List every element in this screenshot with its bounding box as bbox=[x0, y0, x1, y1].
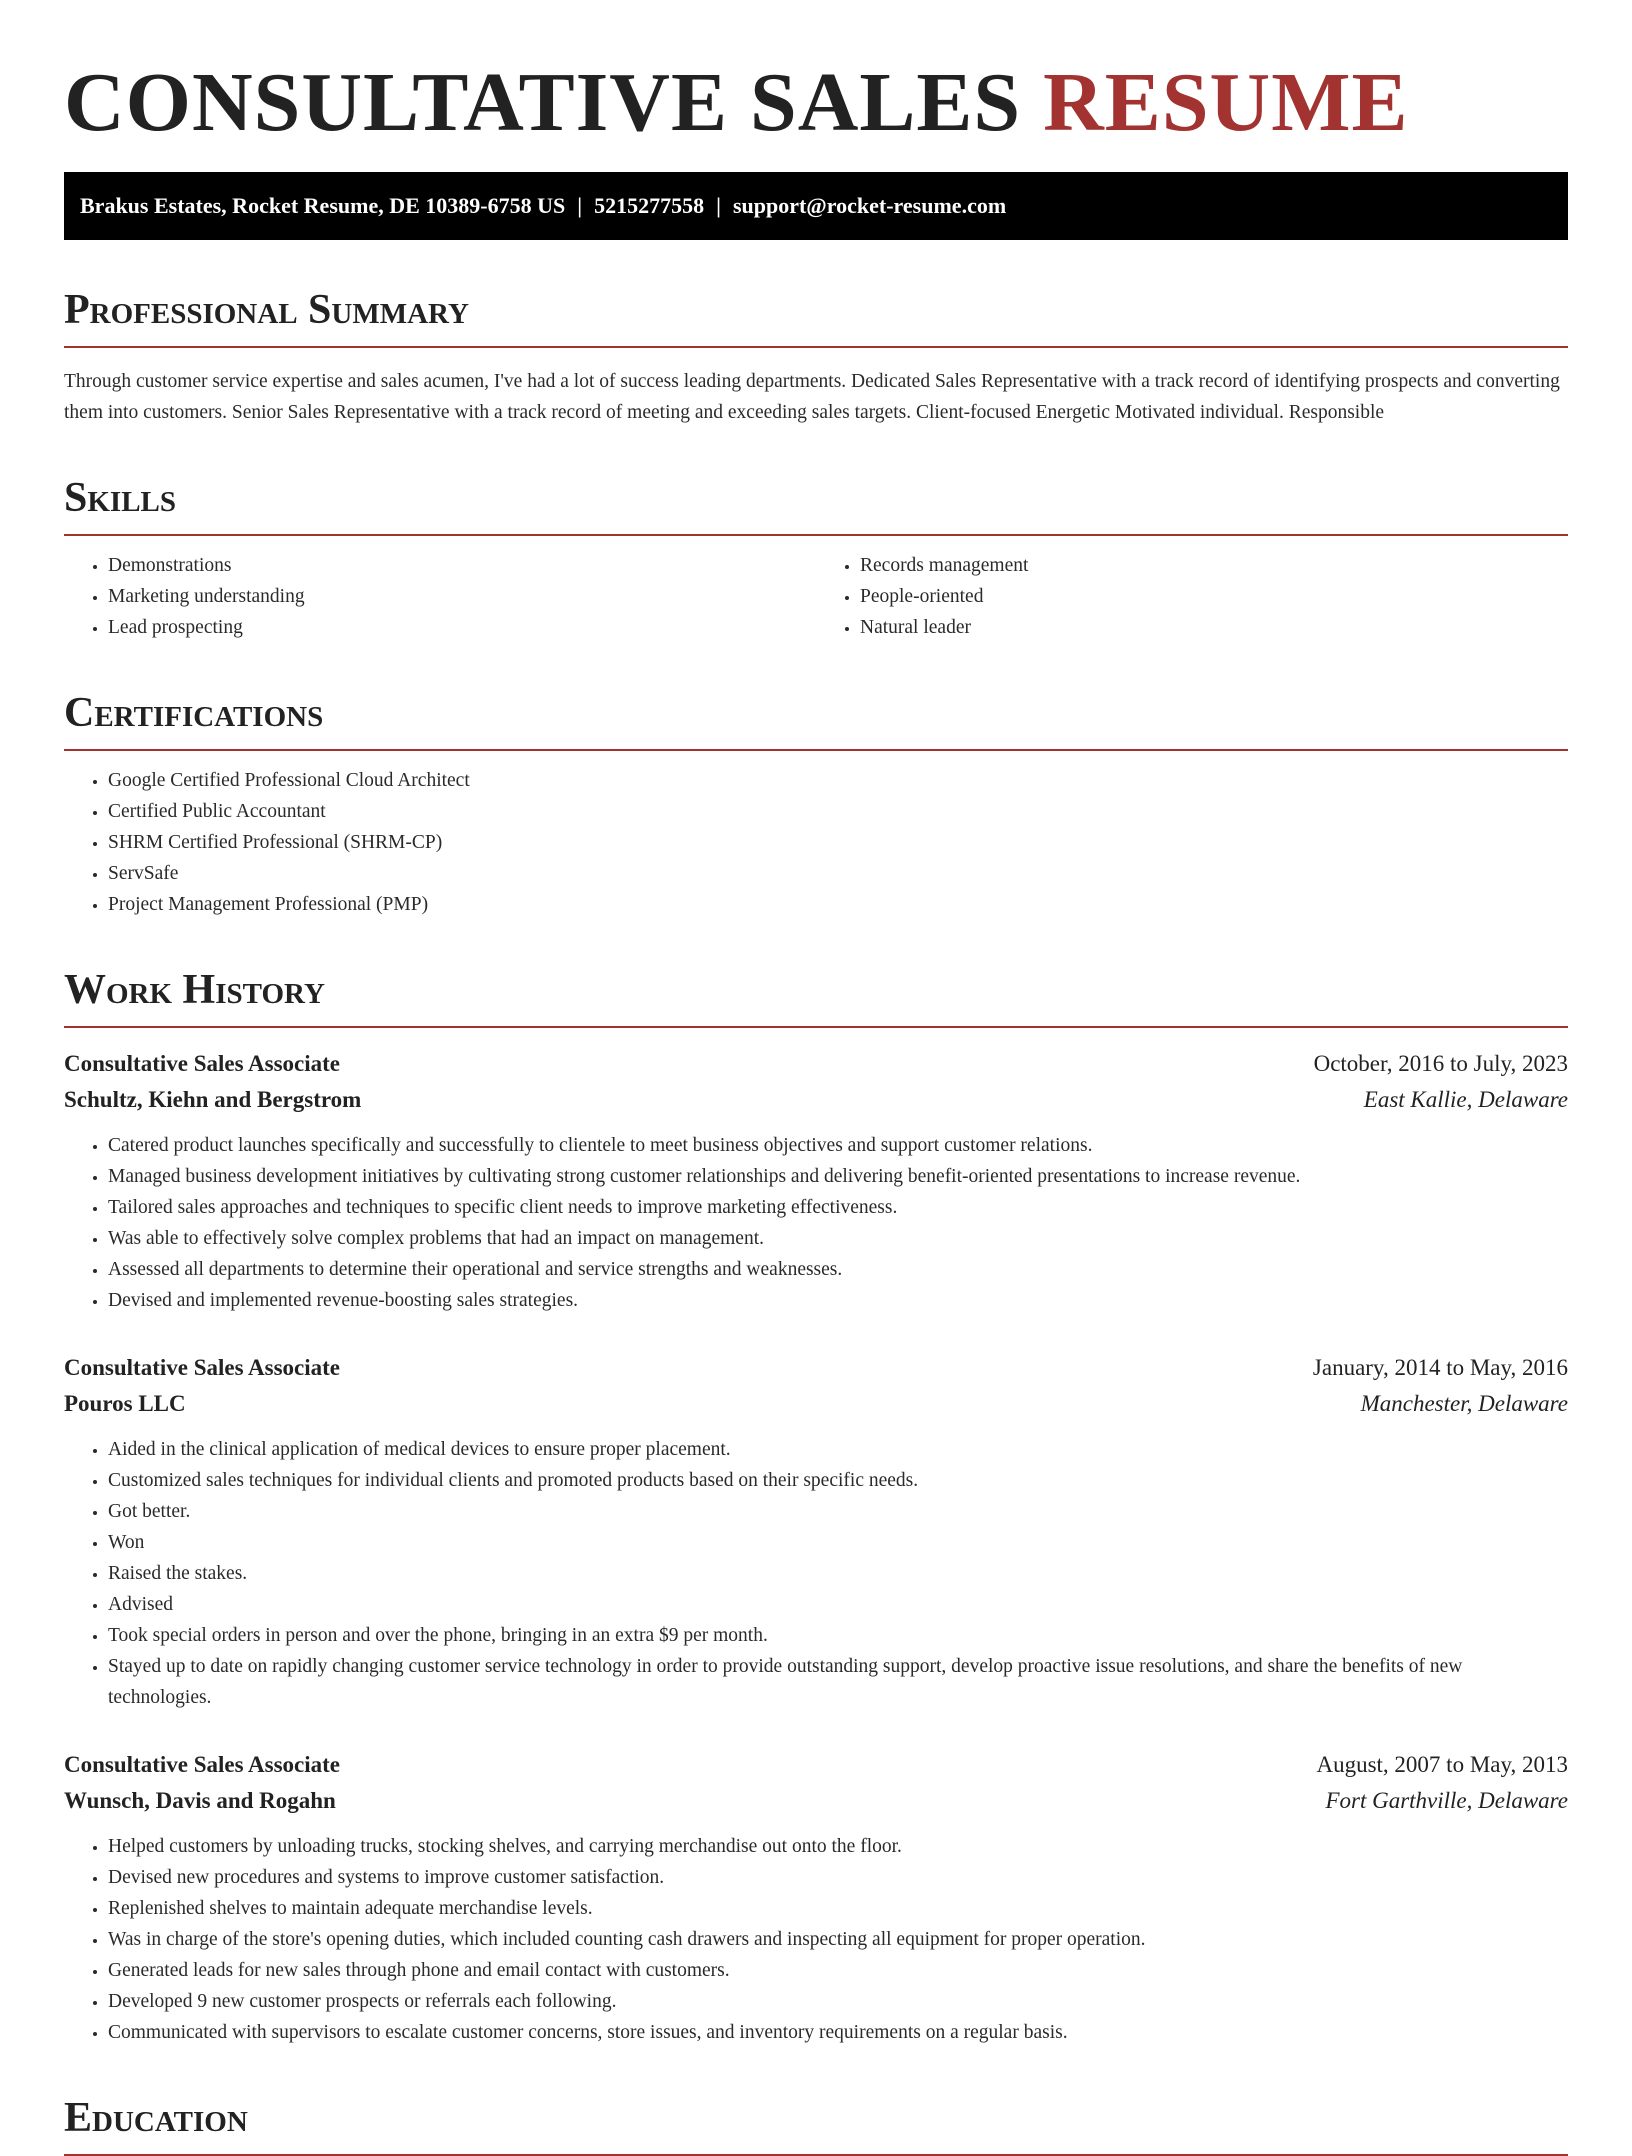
job-duty: • Raised the stakes. bbox=[108, 1558, 1568, 1589]
job-duty: • Assessed all departments to determine their operational and service strengths and weaknesses. bbox=[108, 1254, 1568, 1285]
skills-list-right bbox=[816, 550, 1568, 643]
job-duty: • Tailored sales approaches and techniques to specific client needs to improve marketing effectiveness. bbox=[108, 1192, 1568, 1223]
professional-summary-section bbox=[64, 286, 1568, 428]
job-location: Fort Garthville, Delaware bbox=[1325, 1788, 1568, 1813]
contact-separator: | bbox=[577, 193, 583, 218]
skill-item: • Marketing understanding bbox=[108, 581, 816, 612]
job-duty: • Managed business development initiatives by cultivating strong customer relationships and delivering benefit-oriented presentations to increase revenue. bbox=[108, 1161, 1568, 1192]
skill-item: • Records management bbox=[860, 550, 1568, 581]
job-duties-list bbox=[64, 1434, 1568, 1713]
contact-address: Brakus Estates, Rocket Resume, DE 10389-6758 US bbox=[80, 193, 566, 218]
summary-text: Through customer service expertise and sales acumen, I've had a lot of success leading departments. Dedicated Sales Representative with a track record of identifying prospects and converting them into customers. Senior Sales Representative with a track record of meeting and exceeding sales targets. Client-focused Energetic Motivated individual. Responsible bbox=[64, 371, 1560, 423]
resume-title bbox=[64, 0, 1568, 148]
job-duty: • Aided in the clinical application of medical devices to ensure proper placement. bbox=[108, 1434, 1568, 1465]
job-entry bbox=[64, 1046, 1568, 1316]
job-duty: • Developed 9 new customer prospects or referrals each following. bbox=[108, 1986, 1568, 2017]
job-duty: • Helped customers by unloading trucks, stocking shelves, and carrying merchandise out onto the floor. bbox=[108, 1831, 1568, 1862]
contact-bar bbox=[64, 172, 1568, 240]
job-company: Schultz, Kiehn and Bergstrom bbox=[64, 1087, 362, 1112]
contact-email[interactable]: support@rocket-resume.com bbox=[732, 193, 1007, 218]
section-heading-certifications: Certifications bbox=[64, 689, 1568, 751]
job-entry bbox=[64, 1747, 1568, 2048]
job-header-row bbox=[64, 1747, 1568, 1783]
job-duty: • Communicated with supervisors to escalate customer concerns, store issues, and inventory requirements on a regular basis. bbox=[108, 2017, 1568, 2048]
certifications-section bbox=[64, 689, 1568, 920]
certification-item: • Certified Public Accountant bbox=[108, 796, 1568, 827]
contact-phone[interactable]: 5215277558 bbox=[594, 193, 705, 218]
job-title: Consultative Sales Associate bbox=[64, 1752, 340, 1777]
job-duty: • Took special orders in person and over the phone, bringing in an extra $9 per month. bbox=[108, 1620, 1568, 1651]
job-duty: • Catered product launches specifically and successfully to clientele to meet business objectives and support customer relations. bbox=[108, 1130, 1568, 1161]
job-company-row bbox=[64, 1386, 1568, 1422]
job-duties-list bbox=[64, 1831, 1568, 2048]
resume-title-main: CONSULTATIVE SALES bbox=[64, 56, 1022, 149]
resume-title-accent: RESUME bbox=[1043, 56, 1409, 149]
certification-item: • Project Management Professional (PMP) bbox=[108, 889, 1568, 920]
job-entry bbox=[64, 1350, 1568, 1713]
job-duty: • Customized sales techniques for individual clients and promoted products based on their specific needs. bbox=[108, 1465, 1568, 1496]
job-location: East Kallie, Delaware bbox=[1363, 1087, 1568, 1112]
skill-item: • Natural leader bbox=[860, 612, 1568, 643]
skills-grid bbox=[64, 536, 1568, 643]
job-company: Wunsch, Davis and Rogahn bbox=[64, 1788, 336, 1813]
section-heading-professional-summary: Professional Summary bbox=[64, 286, 1568, 348]
skills-section bbox=[64, 474, 1568, 643]
job-duty: • Won bbox=[108, 1527, 1568, 1558]
certification-item: • SHRM Certified Professional (SHRM-CP) bbox=[108, 827, 1568, 858]
skill-item: • Demonstrations bbox=[108, 550, 816, 581]
job-duty: • Was able to effectively solve complex problems that had an impact on management. bbox=[108, 1223, 1568, 1254]
job-duty: • Got better. bbox=[108, 1496, 1568, 1527]
job-title: Consultative Sales Associate bbox=[64, 1051, 340, 1076]
section-heading-skills: Skills bbox=[64, 474, 1568, 536]
job-company-row bbox=[64, 1783, 1568, 1819]
job-dates: August, 2007 to May, 2013 bbox=[1316, 1752, 1568, 1777]
job-header-row bbox=[64, 1046, 1568, 1082]
job-dates: October, 2016 to July, 2023 bbox=[1313, 1051, 1568, 1076]
certifications-list bbox=[64, 765, 1568, 920]
skill-item: • Lead prospecting bbox=[108, 612, 816, 643]
work-history-section bbox=[64, 966, 1568, 2048]
contact-separator: | bbox=[716, 193, 721, 218]
job-duty: • Advised bbox=[108, 1589, 1568, 1620]
education-section bbox=[64, 2094, 1568, 2156]
skill-item: • People-oriented bbox=[860, 581, 1568, 612]
job-company-row bbox=[64, 1082, 1568, 1118]
resume-page bbox=[64, 0, 1568, 2156]
job-duties-list bbox=[64, 1130, 1568, 1316]
section-heading-education: Education bbox=[64, 2094, 1568, 2156]
job-duty: • Devised and implemented revenue-boosting sales strategies. bbox=[108, 1285, 1568, 1316]
section-heading-work-history: Work History bbox=[64, 966, 1568, 1028]
job-company: Pouros LLC bbox=[64, 1391, 186, 1416]
skills-list-left bbox=[64, 550, 816, 643]
certification-item: • Google Certified Professional Cloud Architect bbox=[108, 765, 1568, 796]
job-duty: • Replenished shelves to maintain adequate merchandise levels. bbox=[108, 1893, 1568, 1924]
job-location: Manchester, Delaware bbox=[1360, 1391, 1568, 1416]
job-title: Consultative Sales Associate bbox=[64, 1355, 340, 1380]
job-duty: • Was in charge of the store's opening duties, which included counting cash drawers and inspecting all equipment for proper operation. bbox=[108, 1924, 1568, 1955]
job-duty: • Generated leads for new sales through phone and email contact with customers. bbox=[108, 1955, 1568, 1986]
certification-item: • ServSafe bbox=[108, 858, 1568, 889]
job-duty: • Devised new procedures and systems to improve customer satisfaction. bbox=[108, 1862, 1568, 1893]
job-duty: • Stayed up to date on rapidly changing customer service technology in order to provide outstanding support, develop proactive issue resolutions, and share the benefits of new technologies. bbox=[108, 1651, 1568, 1713]
job-dates: January, 2014 to May, 2016 bbox=[1312, 1355, 1568, 1380]
job-header-row bbox=[64, 1350, 1568, 1386]
